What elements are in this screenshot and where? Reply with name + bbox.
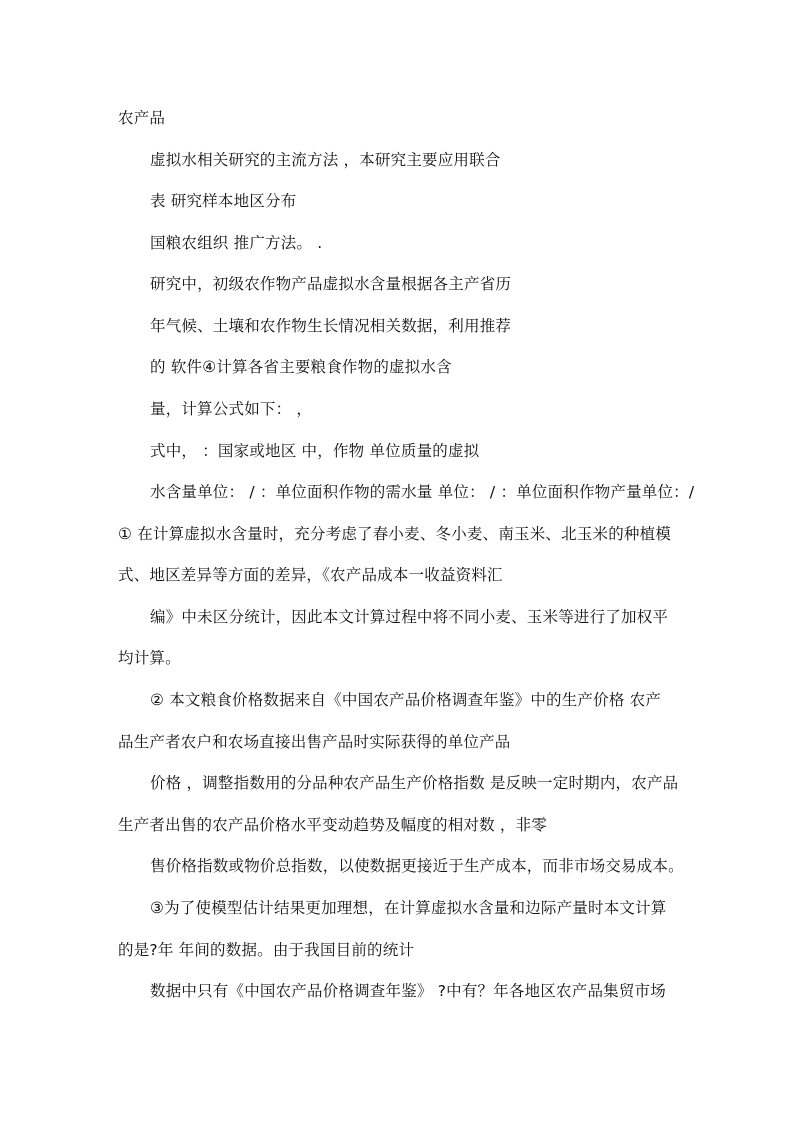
- footnote-line: 价格 ，调整指数用的分品种农产品生产价格指数 是反映一定时期内，农产品: [150, 774, 679, 792]
- footnote-line: ③为了使模型估计结果更加理想，在计算虚拟水含量和边际产量时本文计算: [150, 899, 667, 917]
- text-line: 表 研究样本地区分布: [150, 192, 297, 210]
- text-line: 水含量单位： / ：单位面积作物的需水量 单位： / ：单位面积作物产量单位：/: [150, 483, 695, 501]
- text-line: 研究中，初级农作物产品虚拟水含量根据各主产省历: [150, 275, 512, 293]
- footnote-line: 的是?年 年间的数据。由于我国目前的统计: [118, 941, 415, 959]
- footnote-line: ① 在计算虚拟水含量时，充分考虑了春小麦、冬小麦、南玉米、北玉米的种植模: [118, 525, 672, 543]
- text-line: 农产品: [118, 109, 166, 127]
- footnote-line: 生产者出售的农产品价格水平变动趋势及幅度的相对数 ，非零: [118, 816, 548, 834]
- text-line: 国粮农组织 推广方法。 .: [150, 234, 323, 252]
- footnote-line: 售价格指数或物价总指数，以使数据更接近于生产成本，而非市场交易成本。: [150, 857, 684, 875]
- text-line: 的 软件④计算各省主要粮食作物的虚拟水含: [150, 358, 452, 376]
- text-line: 虚拟水相关研究的主流方法 ，本研究主要应用联合: [150, 151, 501, 169]
- footnote-line: 数据中只有《中国农产品价格调查年鉴》 ?中有？年各地区农产品集贸市场: [150, 982, 666, 1000]
- text-line: 式中， ：国家或地区 中，作物 单位质量的虚拟: [150, 442, 480, 460]
- footnote-line: 式、地区差异等方面的差异，《农产品成本一收益资料汇: [118, 566, 503, 584]
- footnote-line: ② 本文粮食价格数据来自《中国农产品价格调查年鉴》中的生产价格 农产: [150, 691, 662, 709]
- footnote-line: 均计算。: [118, 649, 181, 667]
- text-line: 量，计算公式如下： ，: [150, 400, 313, 418]
- footnote-line: 编》中未区分统计，因此本文计算过程中将不同小麦、玉米等进行了加权平: [150, 608, 669, 626]
- text-line: 年气候、土壤和农作物生长情况相关数据，利用推荐: [150, 317, 512, 335]
- footnote-line: 品生产者农户和农场直接出售产品时实际获得的单位产品: [118, 733, 511, 751]
